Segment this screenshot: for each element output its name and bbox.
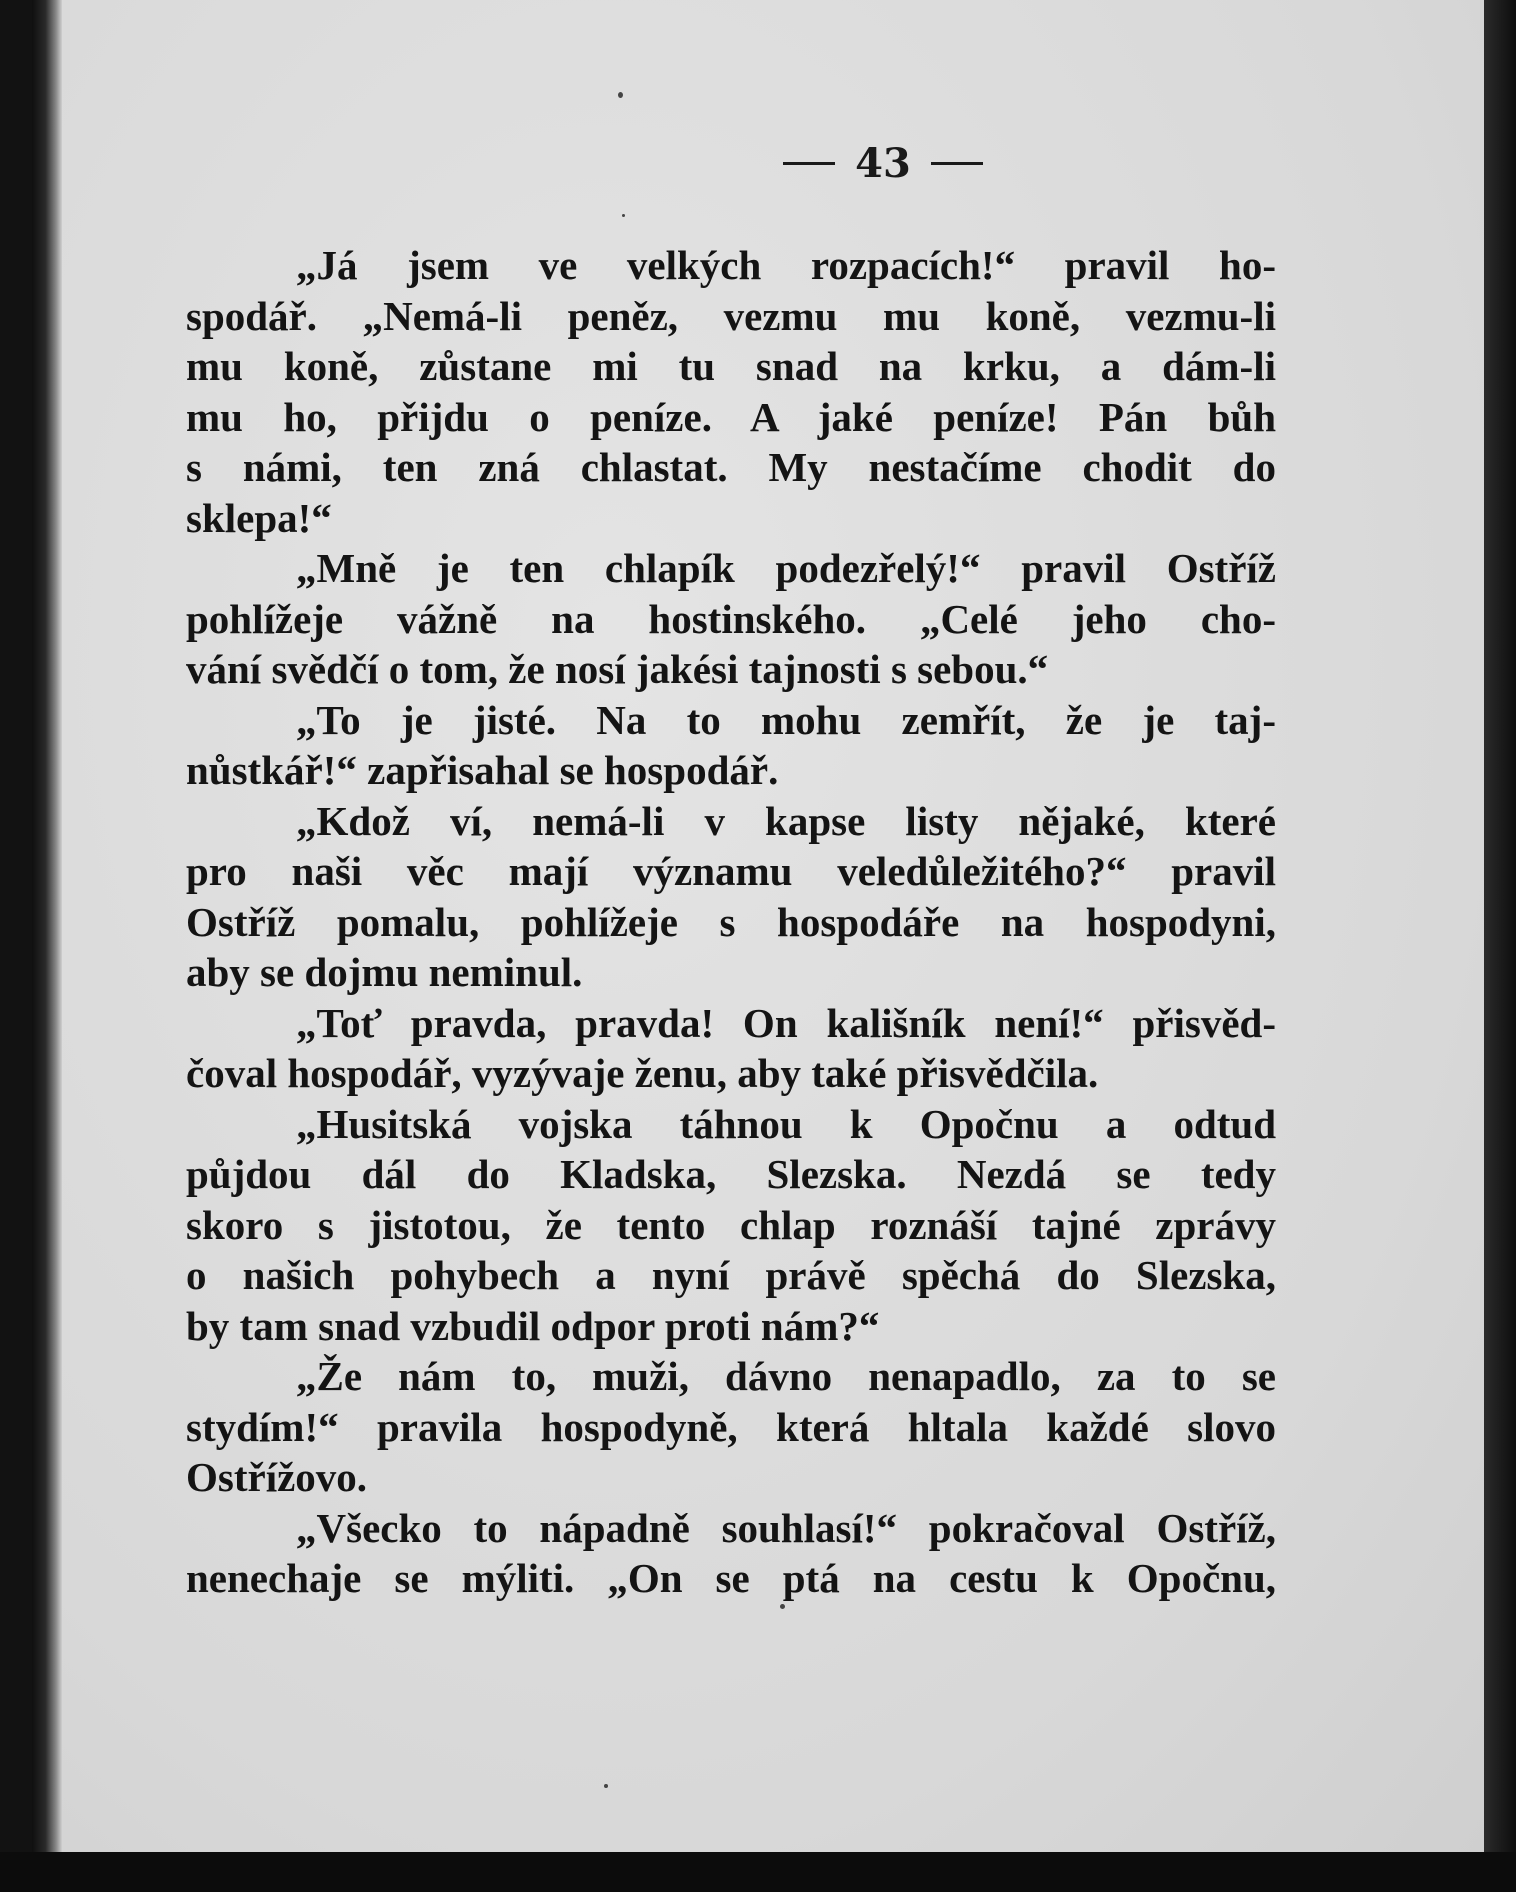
text-line: nenechaje se mýliti. „On se ptá na cestu k Opočnu, — [186, 1555, 1276, 1601]
text-line: „To je jisté. Na to mohu zemřít, že je taj- — [296, 696, 1276, 743]
text-line: půjdou dál do Kladska, Slezska. Nezdá se tedy — [186, 1151, 1276, 1197]
binding-shadow — [32, 0, 62, 1852]
text-line: „Husitská vojska táhnou k Opočnu a odtud — [296, 1100, 1276, 1147]
page-number-left-dash — [783, 162, 835, 165]
text-line: nůstkář!“ zapřisahal se hospodář. — [186, 747, 779, 793]
print-speck — [780, 1604, 785, 1609]
text-line: mu ho, přijdu o peníze. A jaké peníze! Pán bůh — [186, 393, 1276, 440]
scan-edge-bottom — [0, 1852, 1516, 1892]
text-line: „Všecko to nápadně souhlasí!“ pokračoval Ostříž, — [296, 1504, 1276, 1551]
text-line: pohlížeje vážně na hostinského. „Celé jeho cho- — [186, 595, 1276, 642]
text-line: stydím!“ pravila hospodyně, která hltala každé slovo — [186, 1403, 1276, 1450]
text-line: „Kdož ví, nemá-li v kapse listy nějaké, které — [296, 797, 1276, 844]
text-line: mu koně, zůstane mi tu snad na krku, a dám-li — [186, 343, 1276, 389]
text-line: „Že nám to, muži, dávno nenapadlo, za to se — [296, 1353, 1276, 1399]
text-line: aby se dojmu neminul. — [186, 949, 583, 995]
text-line: s námi, ten zná chlastat. My nestačíme chodit do — [186, 444, 1276, 490]
text-line: Ostřížovo. — [186, 1454, 368, 1500]
print-speck — [618, 92, 623, 98]
text-line: „Toť pravda, pravda! On kališník není!“ přisvěd- — [296, 999, 1276, 1046]
text-line: skoro s jistotou, že tento chlap roznáší tajné zprávy — [186, 1201, 1276, 1248]
text-line: pro naši věc mají významu veledůležitého?“ pravil — [186, 848, 1276, 894]
text-line: sklepa!“ — [186, 494, 332, 541]
text-line: „Já jsem ve velkých rozpacích!“ pravil ho- — [296, 242, 1276, 288]
scan-edge-right — [1484, 0, 1516, 1892]
page-number-header — [32, 136, 1484, 187]
text-line: spodář. „Nemá-li peněz, vezmu mu koně, vezmu-li — [186, 292, 1276, 339]
page-number-right-dash — [931, 162, 983, 165]
page-number: 43 — [855, 139, 911, 187]
body-text — [186, 240, 1276, 1604]
text-line: vání svědčí o tom, že nosí jakési tajnosti s sebou.“ — [186, 646, 1049, 692]
book-page — [32, 0, 1484, 1852]
print-speck — [622, 214, 625, 217]
text-line: „Mně je ten chlapík podezřelý!“ pravil Ostříž — [296, 545, 1276, 591]
text-line: Ostříž pomalu, pohlížeje s hospodáře na hospodyni, — [186, 898, 1276, 945]
text-line: o našich pohybech a nyní právě spěchá do Slezska, — [186, 1252, 1276, 1298]
print-speck — [604, 1784, 608, 1788]
text-line: čoval hospodář, vyzývaje ženu, aby také přisvědčila. — [186, 1050, 1099, 1096]
text-line: by tam snad vzbudil odpor proti nám?“ — [186, 1302, 880, 1349]
